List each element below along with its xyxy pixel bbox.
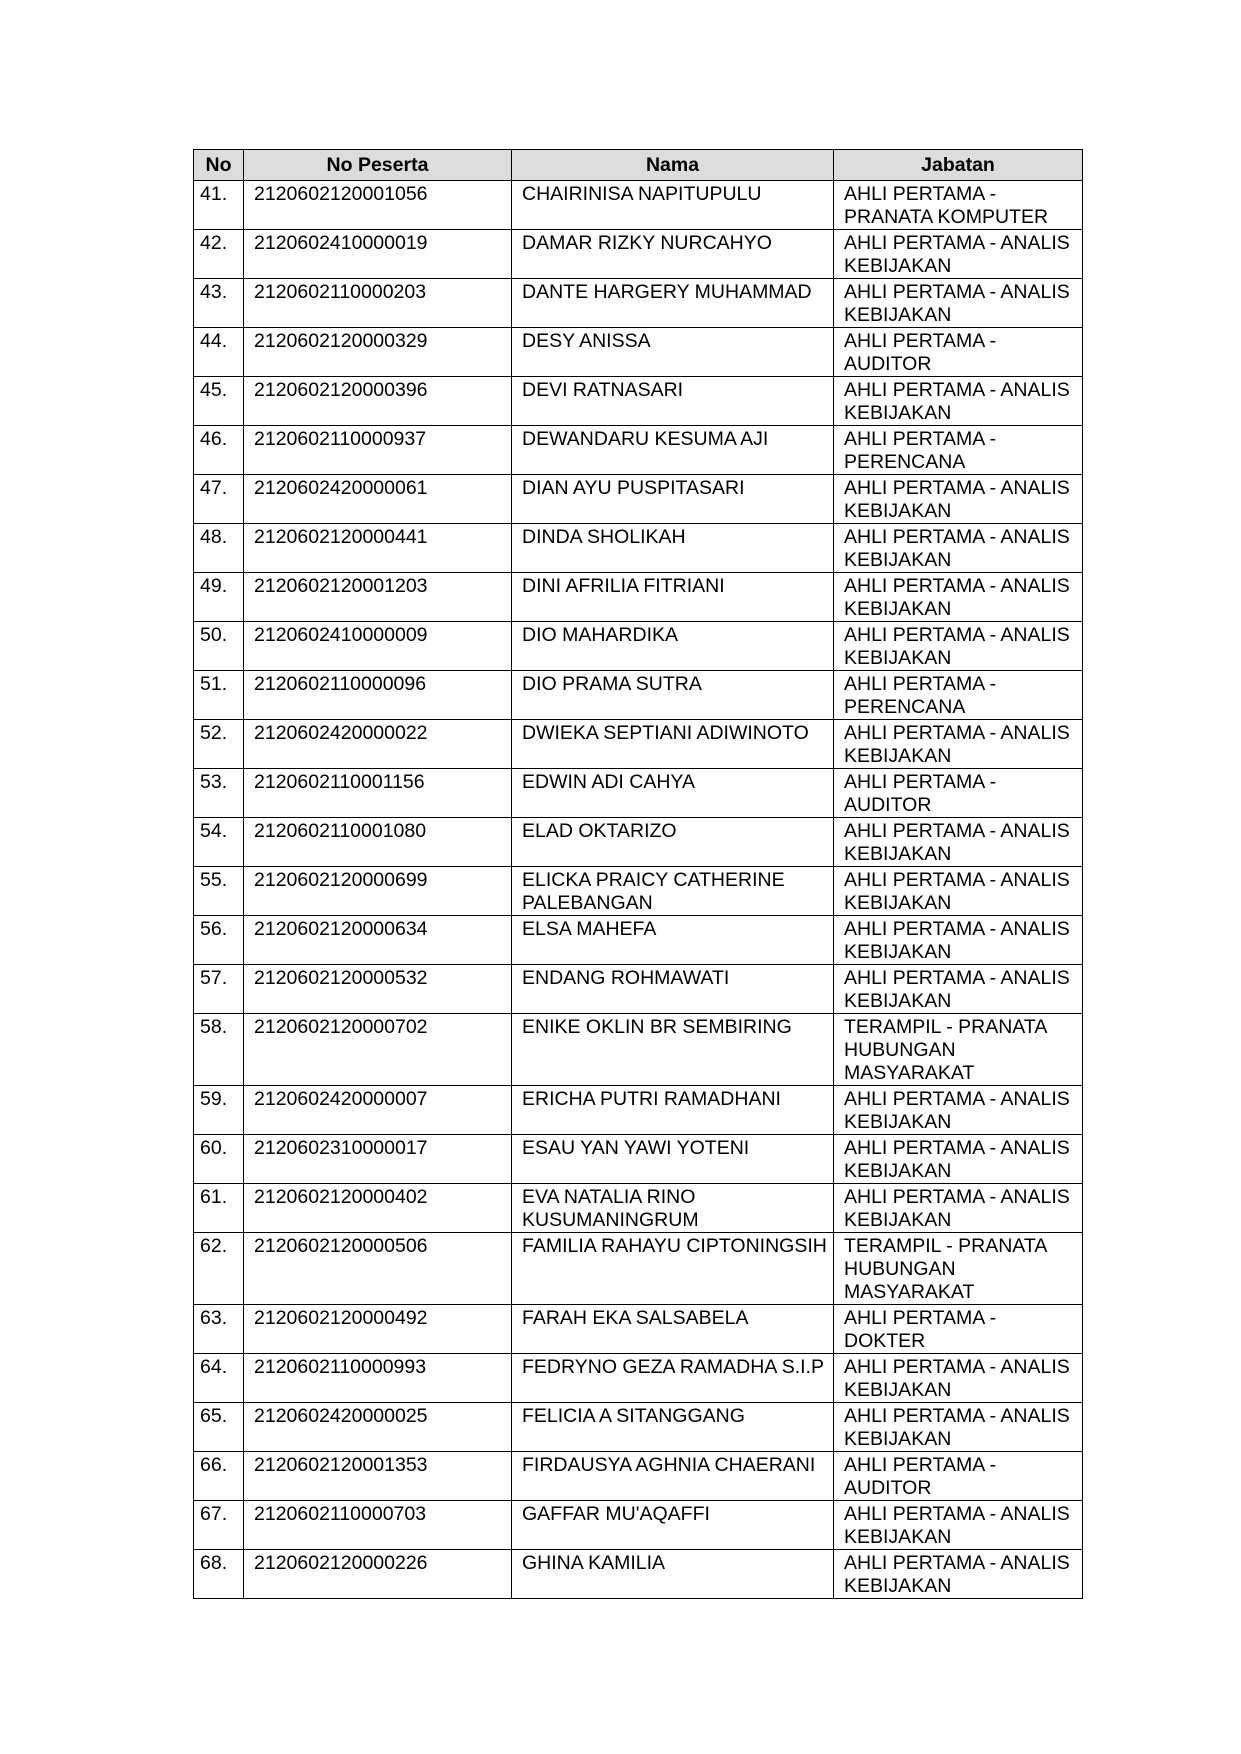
cell-jabatan: AHLI PERTAMA - ANALIS KEBIJAKAN — [834, 573, 1083, 622]
table-row — [194, 1452, 1083, 1501]
cell-no: 49. — [194, 573, 244, 622]
cell-nama: DINI AFRILIA FITRIANI — [512, 573, 834, 622]
cell-no: 60. — [194, 1135, 244, 1184]
table-row — [194, 1354, 1083, 1403]
cell-no-peserta: 2120602120000699 — [244, 867, 512, 916]
header-nama: Nama — [512, 150, 834, 181]
table-row — [194, 965, 1083, 1014]
cell-jabatan: TERAMPIL - PRANATA HUBUNGAN MASYARAKAT — [834, 1233, 1083, 1305]
cell-jabatan: AHLI PERTAMA - AUDITOR — [834, 1452, 1083, 1501]
cell-jabatan: AHLI PERTAMA - ANALIS KEBIJAKAN — [834, 916, 1083, 965]
table-row — [194, 181, 1083, 230]
table-row — [194, 769, 1083, 818]
cell-no: 48. — [194, 524, 244, 573]
cell-jabatan: AHLI PERTAMA - ANALIS KEBIJAKAN — [834, 867, 1083, 916]
cell-no-peserta: 2120602110000937 — [244, 426, 512, 475]
table-row — [194, 1403, 1083, 1452]
cell-jabatan: AHLI PERTAMA - ANALIS KEBIJAKAN — [834, 1086, 1083, 1135]
cell-no-peserta: 2120602120000402 — [244, 1184, 512, 1233]
cell-no-peserta: 2120602420000022 — [244, 720, 512, 769]
cell-nama: DIO MAHARDIKA — [512, 622, 834, 671]
table-row — [194, 622, 1083, 671]
cell-jabatan: AHLI PERTAMA - ANALIS KEBIJAKAN — [834, 475, 1083, 524]
cell-no-peserta: 2120602120000396 — [244, 377, 512, 426]
table-row — [194, 475, 1083, 524]
table-row — [194, 720, 1083, 769]
cell-no: 56. — [194, 916, 244, 965]
cell-no-peserta: 2120602110001080 — [244, 818, 512, 867]
cell-no: 44. — [194, 328, 244, 377]
header-no: No — [194, 150, 244, 181]
cell-no-peserta: 2120602120000492 — [244, 1305, 512, 1354]
cell-nama: ESAU YAN YAWI YOTENI — [512, 1135, 834, 1184]
table-body — [194, 181, 1083, 1599]
cell-jabatan: AHLI PERTAMA - ANALIS KEBIJAKAN — [834, 230, 1083, 279]
cell-nama: ENIKE OKLIN BR SEMBIRING — [512, 1014, 834, 1086]
cell-nama: ELSA MAHEFA — [512, 916, 834, 965]
cell-nama: DESY ANISSA — [512, 328, 834, 377]
cell-nama: DEVI RATNASARI — [512, 377, 834, 426]
cell-jabatan: AHLI PERTAMA - ANALIS KEBIJAKAN — [834, 1135, 1083, 1184]
cell-jabatan: AHLI PERTAMA - ANALIS KEBIJAKAN — [834, 1184, 1083, 1233]
cell-jabatan: TERAMPIL - PRANATA HUBUNGAN MASYARAKAT — [834, 1014, 1083, 1086]
table-row — [194, 1233, 1083, 1305]
cell-no: 51. — [194, 671, 244, 720]
cell-nama: EVA NATALIA RINO KUSUMANINGRUM — [512, 1184, 834, 1233]
cell-no: 42. — [194, 230, 244, 279]
cell-nama: DINDA SHOLIKAH — [512, 524, 834, 573]
cell-jabatan: AHLI PERTAMA - ANALIS KEBIJAKAN — [834, 622, 1083, 671]
cell-jabatan: AHLI PERTAMA - AUDITOR — [834, 328, 1083, 377]
table-row — [194, 1135, 1083, 1184]
cell-nama: DEWANDARU KESUMA AJI — [512, 426, 834, 475]
header-no-peserta: No Peserta — [244, 150, 512, 181]
cell-no: 59. — [194, 1086, 244, 1135]
cell-no: 65. — [194, 1403, 244, 1452]
cell-jabatan: AHLI PERTAMA - ANALIS KEBIJAKAN — [834, 720, 1083, 769]
cell-jabatan: AHLI PERTAMA - ANALIS KEBIJAKAN — [834, 818, 1083, 867]
cell-no: 47. — [194, 475, 244, 524]
cell-nama: ELAD OKTARIZO — [512, 818, 834, 867]
cell-nama: ENDANG ROHMAWATI — [512, 965, 834, 1014]
table-row — [194, 916, 1083, 965]
cell-no-peserta: 2120602110000203 — [244, 279, 512, 328]
cell-no-peserta: 2120602120000634 — [244, 916, 512, 965]
cell-jabatan: AHLI PERTAMA - AUDITOR — [834, 769, 1083, 818]
cell-no-peserta: 2120602120001353 — [244, 1452, 512, 1501]
cell-jabatan: AHLI PERTAMA - ANALIS KEBIJAKAN — [834, 1550, 1083, 1599]
table-row — [194, 1014, 1083, 1086]
cell-no: 62. — [194, 1233, 244, 1305]
cell-jabatan: AHLI PERTAMA - PRANATA KOMPUTER — [834, 181, 1083, 230]
table-row — [194, 818, 1083, 867]
table-row — [194, 426, 1083, 475]
cell-no-peserta: 2120602120001056 — [244, 181, 512, 230]
cell-jabatan: AHLI PERTAMA - ANALIS KEBIJAKAN — [834, 1501, 1083, 1550]
cell-nama: GAFFAR MU'AQAFFI — [512, 1501, 834, 1550]
cell-no-peserta: 2120602110001156 — [244, 769, 512, 818]
cell-no-peserta: 2120602110000096 — [244, 671, 512, 720]
cell-no: 68. — [194, 1550, 244, 1599]
cell-no: 41. — [194, 181, 244, 230]
cell-nama: FELICIA A SITANGGANG — [512, 1403, 834, 1452]
cell-nama: EDWIN ADI CAHYA — [512, 769, 834, 818]
cell-nama: CHAIRINISA NAPITUPULU — [512, 181, 834, 230]
cell-jabatan: AHLI PERTAMA - ANALIS KEBIJAKAN — [834, 1403, 1083, 1452]
cell-no-peserta: 2120602420000007 — [244, 1086, 512, 1135]
cell-no-peserta: 2120602120001203 — [244, 573, 512, 622]
cell-no-peserta: 2120602410000019 — [244, 230, 512, 279]
cell-no-peserta: 2120602110000993 — [244, 1354, 512, 1403]
cell-no: 52. — [194, 720, 244, 769]
table-row — [194, 1305, 1083, 1354]
cell-no: 63. — [194, 1305, 244, 1354]
table-row — [194, 573, 1083, 622]
cell-no: 46. — [194, 426, 244, 475]
table-row — [194, 230, 1083, 279]
cell-no: 67. — [194, 1501, 244, 1550]
cell-jabatan: AHLI PERTAMA - ANALIS KEBIJAKAN — [834, 377, 1083, 426]
cell-no: 53. — [194, 769, 244, 818]
table-row — [194, 1184, 1083, 1233]
participant-table — [193, 149, 1083, 1599]
cell-no-peserta: 2120602420000025 — [244, 1403, 512, 1452]
cell-no-peserta: 2120602410000009 — [244, 622, 512, 671]
table-row — [194, 524, 1083, 573]
table-row — [194, 279, 1083, 328]
cell-no: 61. — [194, 1184, 244, 1233]
cell-no: 54. — [194, 818, 244, 867]
cell-jabatan: AHLI PERTAMA - ANALIS KEBIJAKAN — [834, 524, 1083, 573]
table-row — [194, 1501, 1083, 1550]
table-row — [194, 377, 1083, 426]
cell-no-peserta: 2120602420000061 — [244, 475, 512, 524]
cell-nama: FIRDAUSYA AGHNIA CHAERANI — [512, 1452, 834, 1501]
cell-no-peserta: 2120602120000506 — [244, 1233, 512, 1305]
cell-nama: DIAN AYU PUSPITASARI — [512, 475, 834, 524]
cell-jabatan: AHLI PERTAMA - ANALIS KEBIJAKAN — [834, 965, 1083, 1014]
cell-nama: ERICHA PUTRI RAMADHANI — [512, 1086, 834, 1135]
cell-jabatan: AHLI PERTAMA - DOKTER — [834, 1305, 1083, 1354]
cell-no-peserta: 2120602120000702 — [244, 1014, 512, 1086]
cell-nama: ELICKA PRAICY CATHERINE PALEBANGAN — [512, 867, 834, 916]
cell-no: 57. — [194, 965, 244, 1014]
table-row — [194, 671, 1083, 720]
table-row — [194, 328, 1083, 377]
cell-no: 43. — [194, 279, 244, 328]
table-row — [194, 867, 1083, 916]
table-row — [194, 1086, 1083, 1135]
cell-nama: FARAH EKA SALSABELA — [512, 1305, 834, 1354]
cell-nama: FAMILIA RAHAYU CIPTONINGSIH — [512, 1233, 834, 1305]
cell-jabatan: AHLI PERTAMA - ANALIS KEBIJAKAN — [834, 279, 1083, 328]
cell-nama: DIO PRAMA SUTRA — [512, 671, 834, 720]
cell-no-peserta: 2120602120000329 — [244, 328, 512, 377]
table-header-row — [194, 150, 1083, 181]
cell-jabatan: AHLI PERTAMA - ANALIS KEBIJAKAN — [834, 1354, 1083, 1403]
cell-nama: FEDRYNO GEZA RAMADHA S.I.P — [512, 1354, 834, 1403]
cell-no: 64. — [194, 1354, 244, 1403]
cell-nama: DANTE HARGERY MUHAMMAD — [512, 279, 834, 328]
cell-jabatan: AHLI PERTAMA - PERENCANA — [834, 671, 1083, 720]
cell-no: 66. — [194, 1452, 244, 1501]
cell-no-peserta: 2120602120000532 — [244, 965, 512, 1014]
cell-no-peserta: 2120602120000441 — [244, 524, 512, 573]
cell-no-peserta: 2120602110000703 — [244, 1501, 512, 1550]
cell-nama: GHINA KAMILIA — [512, 1550, 834, 1599]
cell-jabatan: AHLI PERTAMA - PERENCANA — [834, 426, 1083, 475]
cell-no: 55. — [194, 867, 244, 916]
cell-no-peserta: 2120602120000226 — [244, 1550, 512, 1599]
cell-no: 50. — [194, 622, 244, 671]
header-jabatan: Jabatan — [834, 150, 1083, 181]
cell-no: 45. — [194, 377, 244, 426]
cell-no-peserta: 2120602310000017 — [244, 1135, 512, 1184]
cell-no: 58. — [194, 1014, 244, 1086]
table-row — [194, 1550, 1083, 1599]
cell-nama: DAMAR RIZKY NURCAHYO — [512, 230, 834, 279]
cell-nama: DWIEKA SEPTIANI ADIWINOTO — [512, 720, 834, 769]
